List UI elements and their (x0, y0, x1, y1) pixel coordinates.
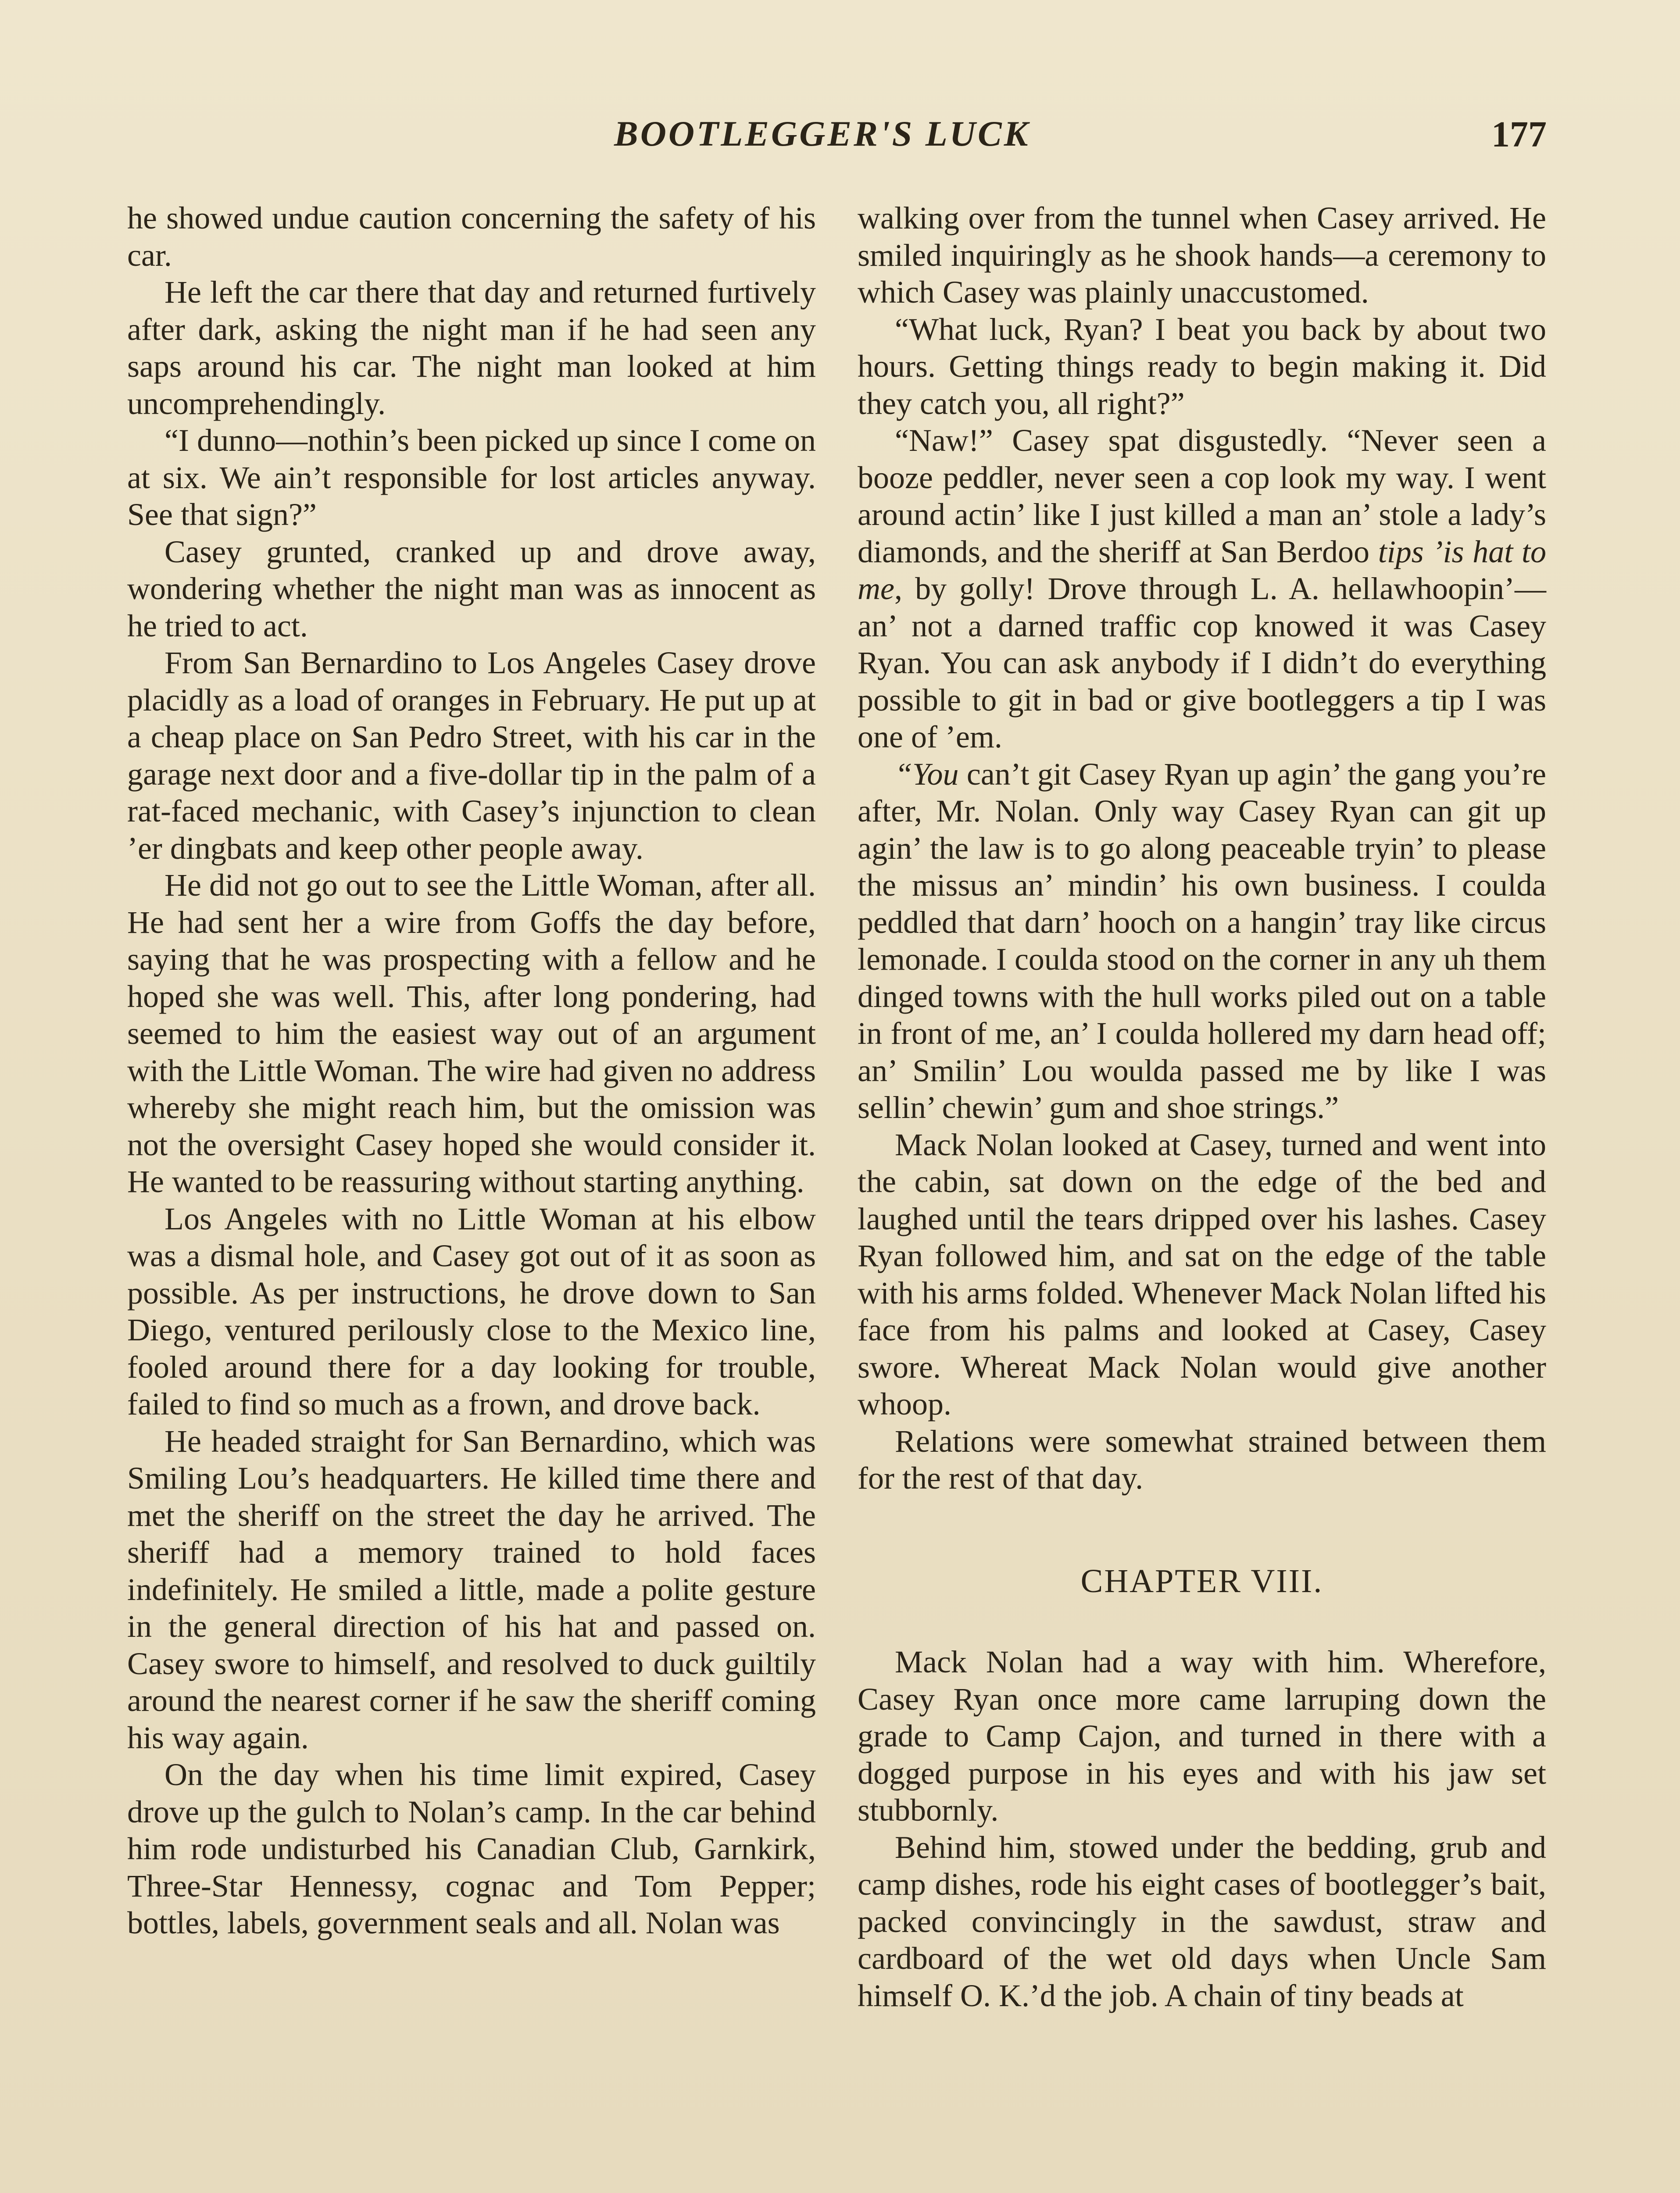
right-column (858, 200, 1546, 2014)
paragraph: “What luck, Ryan? I beat you back by about two hours. Getting things ready to begin making it. Did they catch you, all right?” (858, 311, 1546, 421)
paragraph: Relations were somewhat strained between them for the rest of that day. (858, 1423, 1546, 1496)
page-number: 177 (1491, 114, 1547, 155)
paragraph: Behind him, stowed under the bedding, grub and camp dishes, rode his eight cases of bootlegger’s bait, packed convincingly in the sawdust, straw and cardboard of the wet old days when Uncle Sam himself O. K.’d the job. A chain of tiny beads at (858, 1829, 1546, 2013)
paragraph: walking over from the tunnel when Casey arrived. He smiled inquiringly as he shook hands—a ceremony to which Casey was plainly unaccustomed. (858, 200, 1546, 310)
paragraph: he showed undue caution concerning the safety of his car. (127, 200, 816, 273)
paragraph-text: can’t git Casey Ryan up agin’ the gang you’re after, Mr. Nolan. Only way Casey Ryan can git up agin’ the law is to go along peaceable tryin’ to please the missus an’ mindin’ his own business. I coulda peddled that darn’ hooch on a hangin’ tray like circus lemonade. I coulda stood on the corner in any uh them dinged towns with the hull works piled out on a table in front of me, an’ I coulda hollered my darn head off; an’ Smilin’ Lou woulda passed me by like I was sellin’ chewin’ gum and shoe strings.” (858, 756, 1546, 1125)
emphasis-text: “You (895, 756, 959, 792)
running-header-title: BOOTLEGGER'S LUCK (614, 114, 1030, 154)
paragraph: From San Bernardino to Los Angeles Casey drove placidly as a load of oranges in February. He put up at a cheap place on San Pedro Street, with his car in the garage next door and a five-dollar tip in the palm of a rat-faced mechanic, with Casey’s injunction to clean ’er dingbats and keep other people away. (127, 645, 816, 866)
paragraph: “I dunno—nothin’s been picked up since I come on at six. We ain’t responsible for lost articles anyway. See that sign?” (127, 423, 816, 532)
paragraph-text: , by golly! Drove through L. A. hellawhoopin’—an’ not a darned traffic cop knowed it was Casey Ryan. You can ask anybody if I didn’t do everything possible to git in bad or give bootleggers a tip I was one of ’em. (858, 571, 1546, 754)
emphasis-text: tips ’is hat to me (858, 534, 1546, 606)
chapter-heading: CHAPTER VIII. (1080, 1562, 1323, 1600)
paragraph-text: “Naw!” Casey spat disgustedly. “Never seen a booze peddler, never seen a cop look my way. I went around actin’ like I just killed a man an’ stole a lady’s diamonds, and the sheriff at San Berdoo (858, 423, 1546, 569)
paragraph: He did not go out to see the Little Woman, after all. He had sent her a wire from Goffs the day before, saying that he was prospecting with a fellow and he hoped she was well. This, after long pondering, had seemed to him the easiest way out of an argument with the Little Woman. The wire had given no address whereby she might reach him, but the omission was not the oversight Casey hoped she would consider it. He wanted to be reassuring without starting anything. (127, 868, 816, 1199)
left-column (127, 200, 816, 1942)
paragraph: Casey grunted, cranked up and drove away, wondering whether the night man was as innocent as he tried to act. (127, 534, 816, 643)
paragraph (858, 422, 1546, 756)
paragraph: He headed straight for San Bernardino, which was Smiling Lou’s headquarters. He killed time there and met the sheriff on the street the day he arrived. The sheriff had a memory trained to hold faces indefinitely. He smiled a little, made a polite gesture in the general direction of his hat and passed on. Casey swore to himself, and resolved to duck guiltily around the nearest corner if he saw the sheriff coming his way again. (127, 1423, 816, 1755)
paragraph: On the day when his time limit expired, Casey drove up the gulch to Nolan’s camp. In the car behind him rode undisturbed his Canadian Club, Garnkirk, Three-Star Hennessy, cognac and Tom Pepper; bottles, labels, government seals and all. Nolan was (127, 1757, 816, 1940)
paragraph: Mack Nolan looked at Casey, turned and went into the cabin, sat down on the edge of the bed and laughed until the tears dripped over his lashes. Casey Ryan followed him, and sat on the edge of the table with his arms folded. Whenever Mack Nolan lifted his face from his palms and looked at Casey, Casey swore. Whereat Mack Nolan would give another whoop. (858, 1127, 1546, 1422)
paragraph (858, 756, 1546, 1126)
paragraph: He left the car there that day and returned furtively after dark, asking the night man if he had seen any saps around his car. The night man looked at him uncomprehendingly. (127, 275, 816, 421)
paragraph: Los Angeles with no Little Woman at his elbow was a dismal hole, and Casey got out of it as soon as possible. As per instructions, he drove down to San Diego, ventured perilously close to the Mexico line, fooled around there for a day looking for trouble, failed to find so much as a frown, and drove back. (127, 1201, 816, 1422)
paragraph: Mack Nolan had a way with him. Wherefore, Casey Ryan once more came larruping down the grade to Camp Cajon, and turned in there with a dogged purpose in his eyes and with his jaw set stubbornly. (858, 1644, 1546, 1828)
